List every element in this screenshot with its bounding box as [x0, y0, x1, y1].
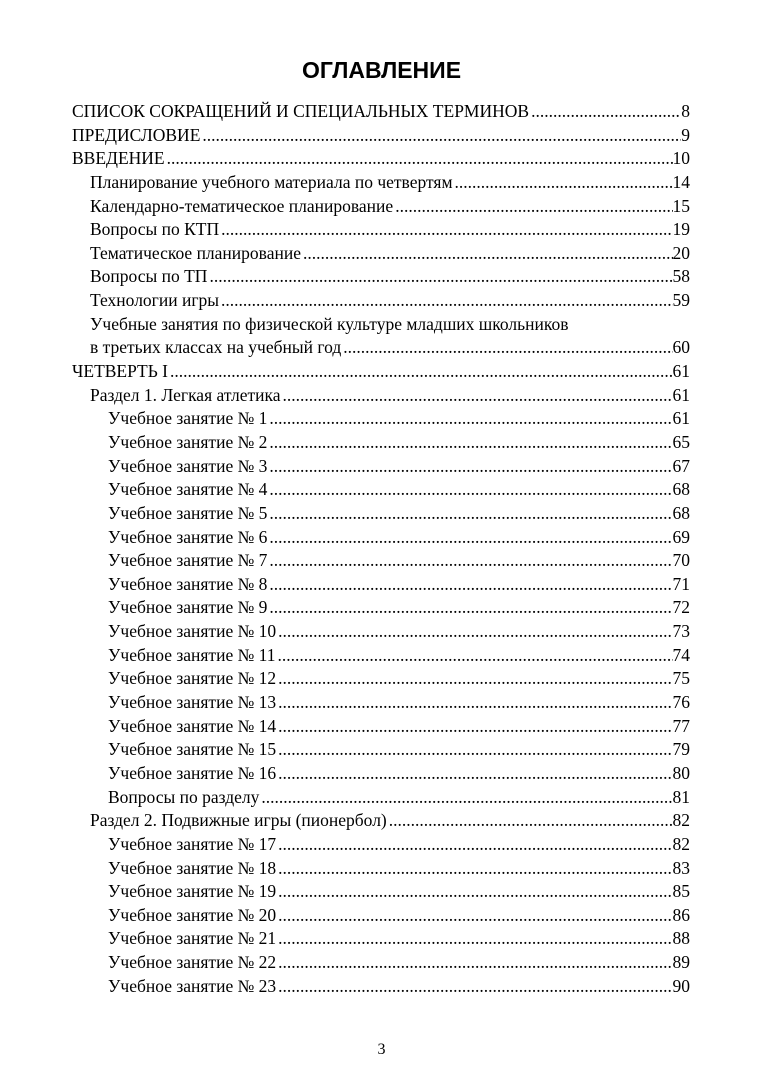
toc-entry-page: 82 [672, 810, 690, 831]
toc-entry-page: 15 [672, 195, 690, 216]
toc-entry-page: 77 [672, 715, 690, 736]
page-title: ОГЛАВЛЕНИЕ [301, 57, 462, 83]
toc-entry-page: 88 [672, 928, 690, 949]
dot-leader [281, 384, 673, 408]
toc-entry-title: Раздел 1. Легкая атлетика [90, 384, 281, 405]
toc-entry [72, 833, 690, 857]
dot-leader [267, 407, 672, 431]
toc-entry-title: Учебное занятие № 13 [108, 692, 277, 713]
toc-entry [72, 809, 690, 833]
toc-entry [72, 644, 690, 668]
toc-entry-page: 67 [672, 455, 690, 476]
toc-entry-page: 61 [672, 408, 690, 429]
toc-entry [72, 715, 690, 739]
toc-entry [72, 384, 690, 408]
toc-entry-page: 74 [672, 644, 690, 665]
toc-entry [72, 100, 690, 124]
toc-entry [72, 857, 690, 881]
toc-entry-page: 81 [672, 786, 690, 807]
toc-entry [72, 573, 690, 597]
dot-leader [301, 242, 673, 266]
toc-entry-page: 69 [672, 526, 690, 547]
dot-leader [276, 904, 672, 928]
toc-entry-page: 59 [672, 290, 690, 311]
toc-entry [72, 289, 690, 313]
dot-leader [387, 809, 673, 833]
toc-entry-title: Учебное занятие № 18 [108, 857, 277, 878]
dot-leader [267, 431, 672, 455]
toc-entry [72, 195, 690, 219]
dot-leader [267, 573, 672, 597]
toc-entry-title: Раздел 2. Подвижные игры (пионербол) [90, 810, 387, 831]
toc-entry [72, 124, 690, 148]
toc-entry-page: 71 [672, 573, 690, 594]
toc-entry-title: ЧЕТВЕРТЬ I [72, 361, 169, 382]
dot-leader [267, 526, 672, 550]
toc-entry [72, 927, 690, 951]
toc-entry-page: 90 [672, 975, 690, 996]
toc-entry-title: Учебное занятие № 16 [108, 762, 277, 783]
dot-leader [267, 478, 672, 502]
toc-entry [72, 786, 690, 810]
toc-entry [72, 762, 690, 786]
toc-entry-page: 70 [672, 550, 690, 571]
toc-entry-page: 86 [672, 904, 690, 925]
toc-entry-title: Учебное занятие № 12 [108, 668, 277, 689]
toc-entry [72, 502, 690, 526]
toc-entry [72, 171, 690, 195]
dot-leader [276, 880, 672, 904]
dot-leader [276, 691, 672, 715]
toc-entry-page: 73 [672, 621, 690, 642]
toc-entry [72, 242, 690, 266]
toc-entry-title: Учебное занятие № 3 [108, 455, 268, 476]
toc-entry-title: Учебное занятие № 7 [108, 550, 268, 571]
toc-entry-page: 83 [672, 857, 690, 878]
dot-leader [276, 644, 673, 668]
toc-entry [72, 904, 690, 928]
dot-leader [529, 100, 681, 124]
toc-entry-title: Учебное занятие № 8 [108, 573, 268, 594]
toc-entry-page: 72 [672, 597, 690, 618]
dot-leader [165, 147, 673, 171]
dot-leader [267, 549, 672, 573]
dot-leader [207, 265, 672, 289]
dot-leader [219, 289, 672, 313]
toc-entry-title: Календарно-тематическое планирование [90, 195, 394, 216]
toc-entry-title: Учебное занятие № 21 [108, 928, 277, 949]
toc-entry-page: 80 [672, 762, 690, 783]
toc-entry-page: 61 [672, 384, 690, 405]
dot-leader [276, 857, 672, 881]
toc-entry-title: Учебное занятие № 6 [108, 526, 268, 547]
dot-leader [276, 715, 672, 739]
toc-entry-page: 9 [681, 124, 690, 145]
dot-leader [200, 124, 681, 148]
toc-entry [72, 360, 690, 384]
toc-entry-page: 85 [672, 881, 690, 902]
toc-entry-page: 82 [672, 833, 690, 854]
dot-leader [267, 455, 672, 479]
dot-leader [276, 738, 672, 762]
dot-leader [267, 596, 672, 620]
toc-entry-page: 68 [672, 502, 690, 523]
toc-entry [72, 455, 690, 479]
toc-entry-page: 76 [672, 692, 690, 713]
toc-entry [72, 478, 690, 502]
toc-entry-title: Учебное занятие № 23 [108, 975, 277, 996]
dot-leader [276, 975, 672, 999]
toc-entry-title: Учебное занятие № 11 [108, 644, 276, 665]
toc-entry-page: 68 [672, 479, 690, 500]
toc-entry-title: Вопросы по ТП [90, 266, 208, 287]
toc-entry-title: Учебное занятие № 19 [108, 881, 277, 902]
toc-entry-title: Учебное занятие № 2 [108, 431, 268, 452]
toc-entry-page: 65 [672, 431, 690, 452]
toc-entry-title: Учебные занятия по физической культуре младших школьников [90, 313, 569, 334]
toc-entry-title: ВВЕДЕНИЕ [72, 148, 165, 169]
toc-entry-page: 61 [672, 361, 690, 382]
dot-leader [259, 786, 672, 810]
toc-entry [72, 620, 690, 644]
toc-entry-title: ПРЕДИСЛОВИЕ [72, 124, 201, 145]
dot-leader [341, 336, 672, 360]
dot-leader [393, 195, 672, 219]
dot-leader [168, 360, 672, 384]
toc-entry-page: 19 [672, 219, 690, 240]
toc-entry-page: 58 [672, 266, 690, 287]
dot-leader [276, 667, 672, 691]
table-of-contents [72, 100, 690, 998]
toc-entry [72, 218, 690, 242]
toc-entry-title: Учебное занятие № 14 [108, 715, 277, 736]
toc-entry-title: Учебное занятие № 15 [108, 739, 277, 760]
toc-entry [72, 147, 690, 171]
toc-entry-title: Вопросы по КТП [90, 219, 220, 240]
toc-entry [72, 596, 690, 620]
toc-entry [72, 431, 690, 455]
dot-leader [219, 218, 672, 242]
toc-entry-page: 20 [672, 242, 690, 263]
toc-entry [72, 951, 690, 975]
toc-entry-title: СПИСОК СОКРАЩЕНИЙ И СПЕЦИАЛЬНЫХ ТЕРМИНОВ [72, 101, 530, 121]
dot-leader [276, 833, 672, 857]
toc-entry-title: Учебное занятие № 5 [108, 502, 268, 523]
dot-leader [276, 762, 672, 786]
toc-entry-title: Тематическое планирование [90, 242, 301, 263]
toc-entry-title: Учебное занятие № 9 [108, 597, 268, 618]
toc-entry [72, 336, 690, 360]
toc-entry-title: Планирование учебного материала по четвертям [90, 171, 453, 192]
toc-entry-title: Учебное занятие № 1 [108, 408, 268, 429]
toc-entry [72, 407, 690, 431]
toc-entry-page: 79 [672, 739, 690, 760]
toc-entry-title: Вопросы по разделу [108, 786, 260, 807]
dot-leader [276, 620, 672, 644]
toc-entry-page: 8 [681, 101, 690, 121]
toc-entry [72, 975, 690, 999]
toc-entry [72, 313, 690, 337]
page-number: 3 [377, 1041, 386, 1058]
toc-entry-page: 89 [672, 952, 690, 973]
toc-entry-page: 14 [672, 171, 690, 192]
toc-entry-page: 60 [672, 337, 690, 358]
toc-entry-page: 10 [672, 148, 690, 169]
dot-leader [267, 502, 672, 526]
toc-entry-title: Учебное занятие № 10 [108, 621, 277, 642]
toc-entry [72, 549, 690, 573]
toc-entry-title: Технологии игры [90, 290, 220, 311]
toc-entry-title: Учебное занятие № 4 [108, 479, 268, 500]
dot-leader [276, 927, 672, 951]
toc-entry [72, 880, 690, 904]
dot-leader [276, 951, 672, 975]
toc-entry-title: в третьих классах на учебный год [90, 337, 342, 358]
toc-entry-title: Учебное занятие № 22 [108, 952, 277, 973]
toc-entry-page: 75 [672, 668, 690, 689]
dot-leader [453, 171, 673, 195]
toc-entry [72, 265, 690, 289]
toc-entry [72, 691, 690, 715]
toc-entry [72, 526, 690, 550]
toc-entry [72, 738, 690, 762]
toc-entry [72, 667, 690, 691]
toc-entry-title: Учебное занятие № 20 [108, 904, 277, 925]
toc-entry-title: Учебное занятие № 17 [108, 833, 277, 854]
